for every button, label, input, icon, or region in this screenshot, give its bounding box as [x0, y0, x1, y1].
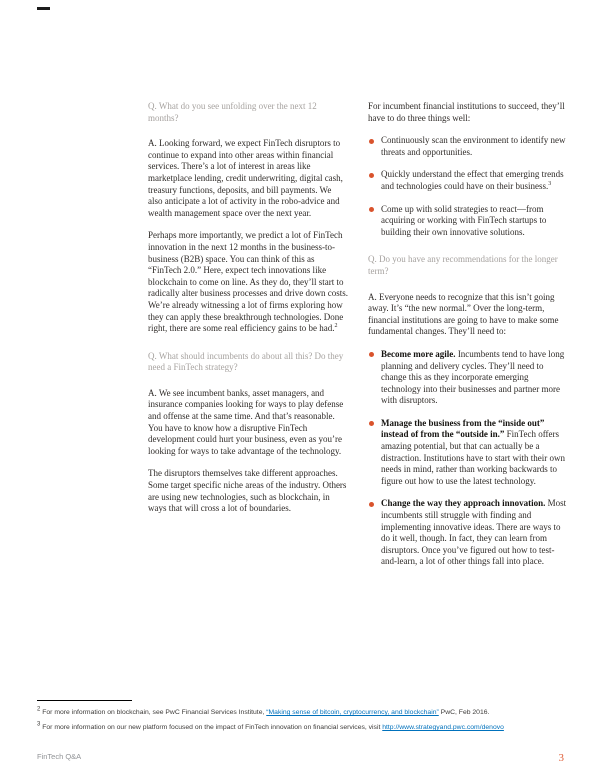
footnote-ref-2: 2	[334, 323, 338, 330]
bullet-icon	[369, 352, 374, 357]
bullet-icon	[369, 421, 374, 426]
footnote-ref-3: 3	[548, 180, 552, 187]
page-number: 3	[558, 752, 564, 764]
bullet-text: Incumbents tend to have long planning and delivery cycles. They’ll need to change this as they incorporate emerging technology into their businesses and partner more with disruptors.	[381, 348, 565, 406]
answer-paragraph: A. Everyone needs to recognize that this isn’t going away. It’s “the new normal.” Over the long-term, financial institutions are going to have to make some fundamental changes. They’ll need to:	[368, 291, 559, 337]
right-column	[368, 101, 568, 579]
intro-paragraph: For incumbent financial institutions to succeed, they’ll have to do three things well:	[368, 101, 565, 123]
bullet-text: Continuously scan the environment to identify new threats and opportunities.	[381, 135, 566, 157]
list-item	[368, 169, 568, 192]
answer-paragraph: A. Looking forward, we expect FinTech disruptors to continue to expand into other areas within financial services. There’s a lot of interest in areas like marketplace lending, credit underwriting, digital cash, treasury functions, deposits, and bill payments. We also anticipate a lot of activity in the robo-advice and wealth management space over the next year.	[148, 138, 343, 218]
bullet-icon	[369, 173, 374, 178]
bullet-icon	[369, 502, 374, 507]
answer-paragraph: The disruptors themselves take different approaches. Some target specific niche areas of the industry. Others are using new technologies, such as blockchain, in ways that will cross a lot of boundaries.	[148, 468, 347, 514]
bullet-icon	[369, 207, 374, 212]
footnote-divider	[37, 700, 132, 701]
footnotes-section	[37, 708, 582, 738]
bullet-list-recommendations	[368, 349, 568, 568]
footnote-2	[37, 708, 582, 717]
paragraph-text: Perhaps more importantly, we predict a lot of FinTech innovation in the next 12 months in the business-to-business (B2B) space. You can think of this as “FinTech 2.0.” Here, expect tech innovations like blockchain to come on line. As they do, they’ll start to radically alter business processes and drive down costs. We’re already witnessing a lot of firms exploring how they can apply these breakthrough technologies. Done right, there are some real efficiency gains to be had.	[148, 230, 348, 334]
bullet-icon	[369, 139, 374, 144]
bullet-lead-bold: Manage the business from the “inside out” instead of from the “outside in.”	[381, 417, 545, 440]
list-item	[368, 135, 568, 158]
bullet-text: Come up with solid strategies to react—from acquiring or working with FinTech startups to building their own innovative solutions.	[381, 203, 547, 237]
footnote-text: PwC, Feb 2016.	[438, 709, 490, 716]
bullet-text: Most incumbents still struggle with finding and implementing innovative ideas. There are ways to do it well, though. In fact, they can learn from disruptors. Once you’ve figured out how to test-and-learn, a lot of other things fall into place.	[381, 498, 567, 567]
list-item	[368, 418, 568, 488]
footnote-text: For more information on our new platform focused on the impact of FinTech innovation on financial services, visit	[42, 724, 383, 732]
bullet-lead-bold: Become more agile.	[381, 348, 456, 359]
footnote-link-denovo[interactable]: http://www.strategyand.pwc.com/denovo	[382, 724, 504, 732]
document-footer-title: FinTech Q&A	[37, 752, 82, 761]
footnote-link-blockchain[interactable]: “Making sense of bitcoin, cryptocurrency, and blockchain”	[266, 709, 439, 716]
bullet-text: FinTech offers amazing potential, but that can actually be a distraction. Institutions have to start with their own needs in mind, rather than working backwards to figure out how to use the latest technology.	[381, 429, 565, 486]
crop-mark	[37, 7, 50, 10]
footnote-number: 2	[37, 706, 41, 713]
left-column	[148, 101, 348, 526]
question-heading-3: Q. Do you have any recommendations for the longer term?	[368, 254, 558, 276]
list-item	[368, 498, 568, 568]
list-item	[368, 204, 568, 239]
bullet-lead-bold: Change the way they approach innovation.	[381, 498, 546, 509]
footnote-text: For more information on blockchain, see PwC Financial Services Institute,	[42, 709, 267, 716]
bullet-list-things-well	[368, 135, 568, 238]
answer-paragraph	[148, 230, 348, 334]
answer-paragraph: A. We see incumbent banks, asset managers, and insurance companies looking for ways to play defense and offense at the same time. And that’s reasonable. You have to know how a disruptive FinTech development could hurt your business, even as you’re looking for ways to take advantage of the technology.	[148, 387, 344, 456]
question-heading-1: Q. What do you see unfolding over the next 12 months?	[148, 101, 317, 123]
question-heading-2: Q. What should incumbents do about all this? Do they need a FinTech strategy?	[148, 350, 344, 373]
footnote-number: 3	[37, 721, 41, 728]
list-item	[368, 349, 568, 407]
footnote-3	[37, 723, 582, 732]
bullet-text: Quickly understand the effect that emerging trends and technologies could have on their business.	[381, 169, 564, 191]
